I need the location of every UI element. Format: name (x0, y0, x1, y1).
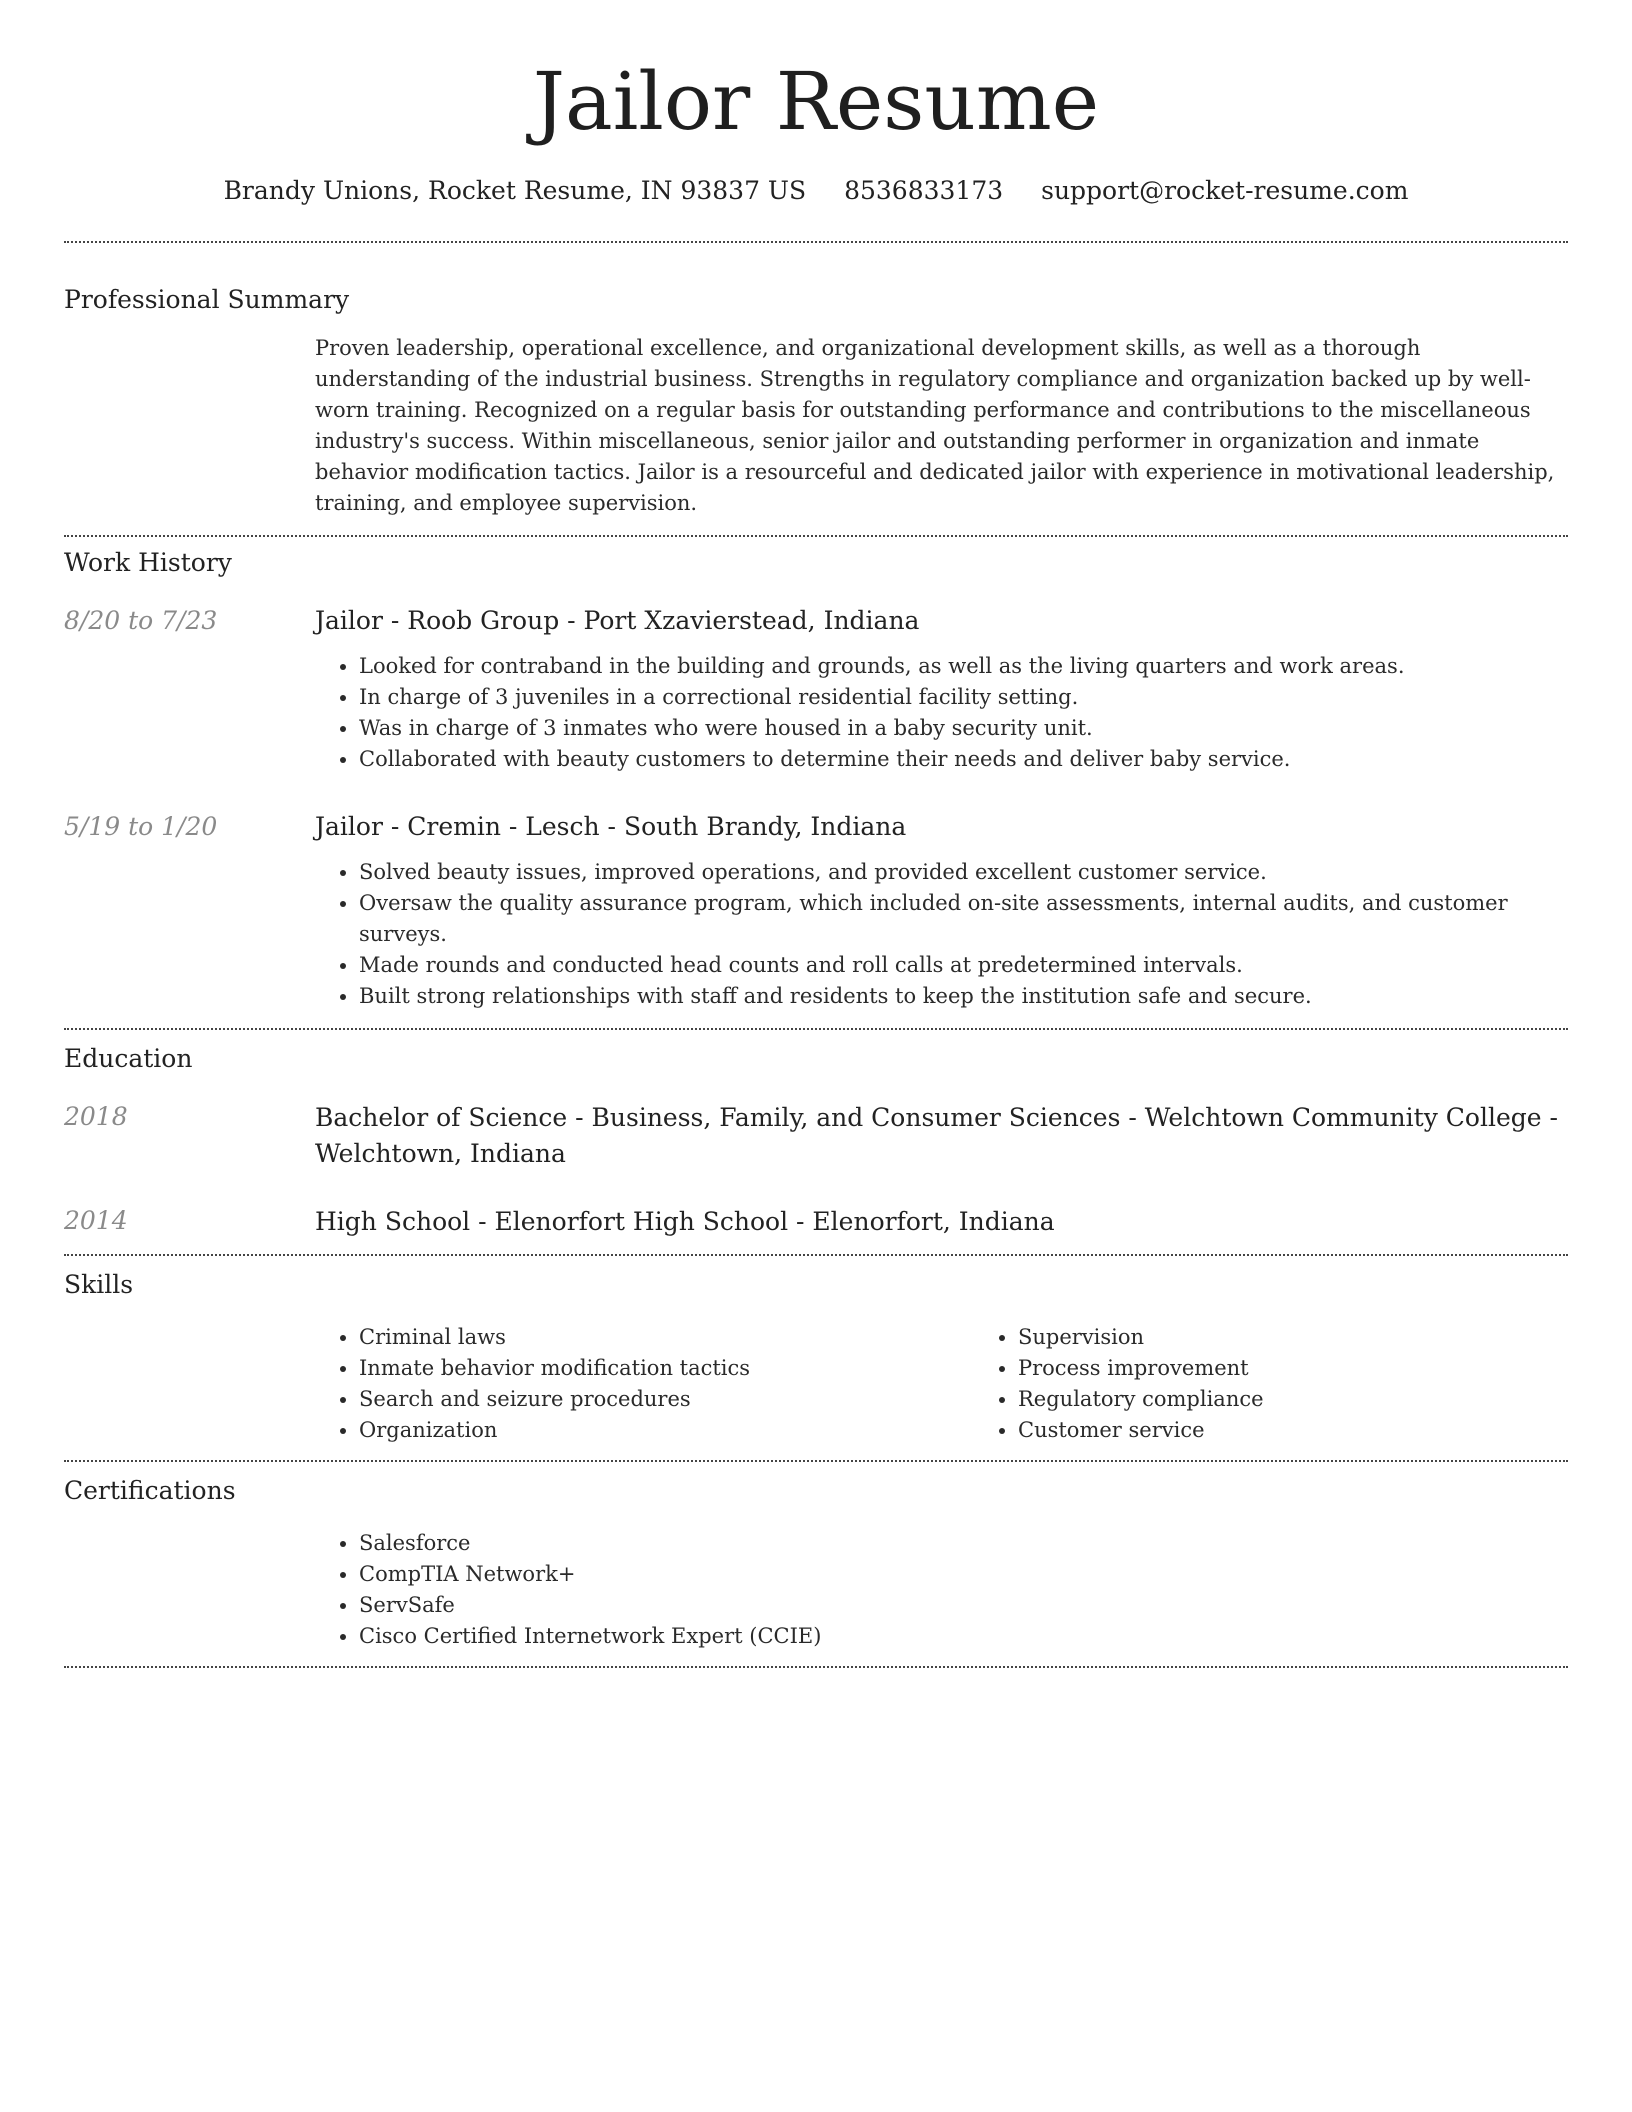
skill-item: • Customer service (1018, 1415, 1632, 1446)
job-bullet: • Made rounds and conducted head counts and roll calls at predetermined intervals. (359, 950, 1568, 981)
job-bullets (315, 857, 1568, 1012)
summary-spacer (64, 333, 315, 519)
certifications-heading: Certifications (64, 1476, 236, 1505)
job-bullet: • Oversaw the quality assurance program, which included on-site assessments, internal audits, and customer surveys. (359, 888, 1568, 950)
summary-heading: Professional Summary (64, 285, 350, 314)
skills-list-left (315, 1322, 974, 1446)
education-title: Bachelor of Science - Business, Family, and Consumer Sciences - Welchtown Community College - Welchtown, Indiana (315, 1103, 1558, 1168)
job-entry (64, 604, 1568, 775)
education-heading: Education (64, 1044, 193, 1073)
skill-item: • Organization (359, 1415, 974, 1446)
education-entry (64, 1100, 1568, 1172)
skill-item: • Process improvement (1018, 1353, 1632, 1384)
education-section (64, 1030, 1568, 1254)
summary-section (64, 243, 1568, 535)
skill-item: • Supervision (1018, 1322, 1632, 1353)
work-history-heading: Work History (64, 548, 232, 577)
education-entry (64, 1204, 1568, 1240)
job-bullet: • In charge of 3 juveniles in a correctional residential facility setting. (359, 682, 1568, 713)
education-year: 2014 (64, 1206, 128, 1235)
job-title: Jailor - Roob Group - Port Xzavierstead, Indiana (315, 606, 920, 635)
skills-list-right (974, 1322, 1632, 1446)
certifications-section (64, 1462, 1568, 1666)
skills-section (64, 1256, 1568, 1460)
skill-item: • Regulatory compliance (1018, 1384, 1632, 1415)
job-title: Jailor - Cremin - Lesch - South Brandy, Indiana (315, 812, 907, 841)
certification-item: • ServSafe (359, 1590, 1568, 1621)
resume-title: Jailor Resume (532, 55, 1100, 148)
job-bullet: • Was in charge of 3 inmates who were housed in a baby security unit. (359, 713, 1568, 744)
certifications-spacer (64, 1528, 315, 1652)
work-history-section (64, 537, 1568, 1028)
certifications-list (315, 1528, 1568, 1652)
section-divider (64, 1666, 1568, 1668)
education-year: 2018 (64, 1102, 128, 1131)
contact-email: support@rocket-resume.com (1041, 176, 1409, 205)
skills-spacer (64, 1322, 315, 1446)
job-dates: 5/19 to 1/20 (64, 812, 218, 841)
certification-item: • Salesforce (359, 1528, 1568, 1559)
job-bullet: • Solved beauty issues, improved operations, and provided excellent customer service. (359, 857, 1568, 888)
job-bullet: • Collaborated with beauty customers to determine their needs and deliver baby service. (359, 744, 1568, 775)
skill-item: • Inmate behavior modification tactics (359, 1353, 974, 1384)
skill-item: • Search and seizure procedures (359, 1384, 974, 1415)
job-bullet: • Looked for contraband in the building and grounds, as well as the living quarters and work areas. (359, 651, 1568, 682)
contact-line (64, 174, 1568, 208)
certification-item: • CompTIA Network+ (359, 1559, 1568, 1590)
certification-item: • Cisco Certified Internetwork Expert (CCIE) (359, 1621, 1568, 1652)
job-entry (64, 810, 1568, 1012)
contact-phone: 8536833173 (844, 176, 1004, 205)
skills-heading: Skills (64, 1270, 134, 1299)
summary-text: Proven leadership, operational excellence, and organizational development skills, as well as a thorough understanding of the industrial business. Strengths in regulatory compliance and organization backed up by well-worn training. Recognized on a regular basis for outstanding performance and contributions to the miscellaneous industry's success. Within miscellaneous, senior jailor and outstanding performer in organization and inmate behavior modification tactics. Jailor is a resourceful and dedicated jailor with experience in motivational leadership, training, and employee supervision. (315, 336, 1555, 515)
job-bullet: • Built strong relationships with staff and residents to keep the institution safe and secure. (359, 981, 1568, 1012)
education-title: High School - Elenorfort High School - Elenorfort, Indiana (315, 1207, 1055, 1236)
job-dates: 8/20 to 7/23 (64, 606, 218, 635)
contact-address: Brandy Unions, Rocket Resume, IN 93837 US (223, 176, 807, 205)
skill-item: • Criminal laws (359, 1322, 974, 1353)
job-bullets (315, 651, 1568, 775)
